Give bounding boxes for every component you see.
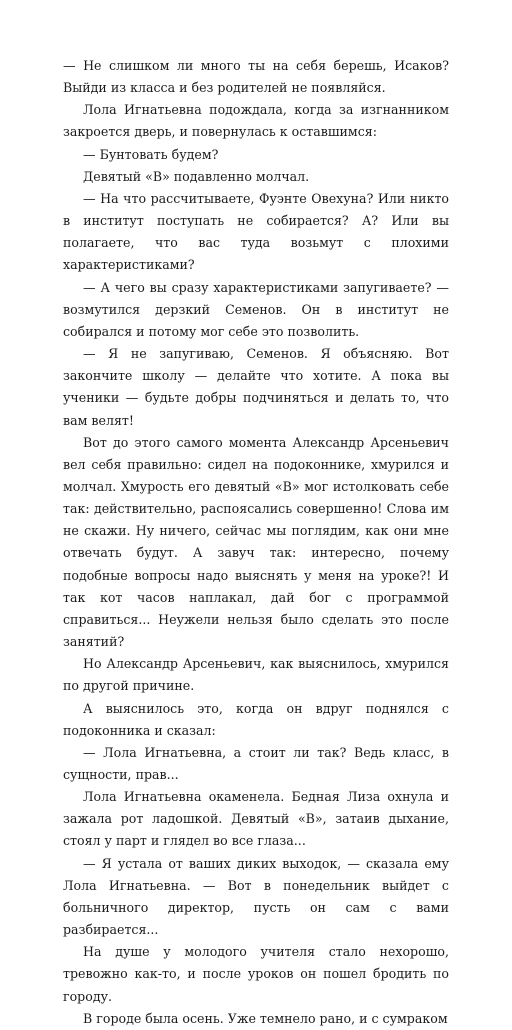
- paragraph-7: — Я не запугиваю, Семенов. Я объясняю. Вот закончите школу — делайте что хотите. А пока вы ученики — будьте добры подчиняться и делать то, что вам велят!: [63, 346, 449, 428]
- paragraph-3: — Бунтовать будем?: [83, 146, 219, 162]
- paragraph-2: Лола Игнатьевна подождала, когда за изгнанником закроется дверь, и повернулась к оставшимся:: [63, 102, 449, 140]
- paragraph-1: — Не слишком ли много ты на себя берешь, Исаков? Выйди из класса и без родителей не появляйся.: [63, 58, 449, 96]
- page-text: [63, 55, 449, 1030]
- paragraph-11: — Лола Игнатьевна, а стоит ли так? Ведь класс, в сущности, прав...: [63, 744, 449, 782]
- paragraph-10: А выяснилось это, когда он вдруг поднялся с подоконника и сказал:: [63, 700, 449, 738]
- paragraph-5: — На что рассчитываете, Фуэнте Овехуна? Или никто в институт поступать не собирается? А? Или вы полагаете, что вас туда возьмут с плохими характеристиками?: [63, 190, 449, 273]
- paragraph-4: Девятый «В» подавленно молчал.: [83, 168, 310, 184]
- paragraph-9: Но Александр Арсеньевич, как выяснилось, хмурился по другой причине.: [63, 656, 449, 694]
- paragraph-15: В городе была осень. Уже темнело рано, и с сумраком: [83, 1010, 448, 1026]
- paragraph-13: — Я устала от ваших диких выходок, — сказала ему Лола Игнатьевна. — Вот в понедельник выйдет с больничного директор, пусть он сам с вами разбирается...: [63, 855, 449, 938]
- paragraph-14: На душе у молодого учителя стало нехорошо, тревожно как-то, и после уроков он пошел бродить по городу.: [63, 944, 449, 1004]
- paragraph-8: Вот до этого самого момента Александр Арсеньевич вел себя правильно: сидел на подоконнике, хмурился и молчал. Хмурость его девятый «В» мог истолковать себе так: действительно, распоясались совершенно! Слова им не скажи. Ну ничего, сейчас мы поглядим, как они мне отвечать будут. А завуч так: интересно, почему подобные вопросы надо выяснять у меня на уроке?! И так кот часов наплакал, дай бог с программой справиться... Неужели нельзя было сделать это после занятий?: [63, 434, 449, 650]
- paragraph-6: — А чего вы сразу характеристиками запугиваете? — возмутился дерзкий Семенов. Он в институт не собирался и потому мог себе это позволить.: [63, 279, 449, 339]
- paragraph-12: Лола Игнатьевна окаменела. Бедная Лиза охнула и зажала рот ладошкой. Девятый «В», затаив дыхание, стоял у парт и глядел во все глаза...: [63, 789, 449, 849]
